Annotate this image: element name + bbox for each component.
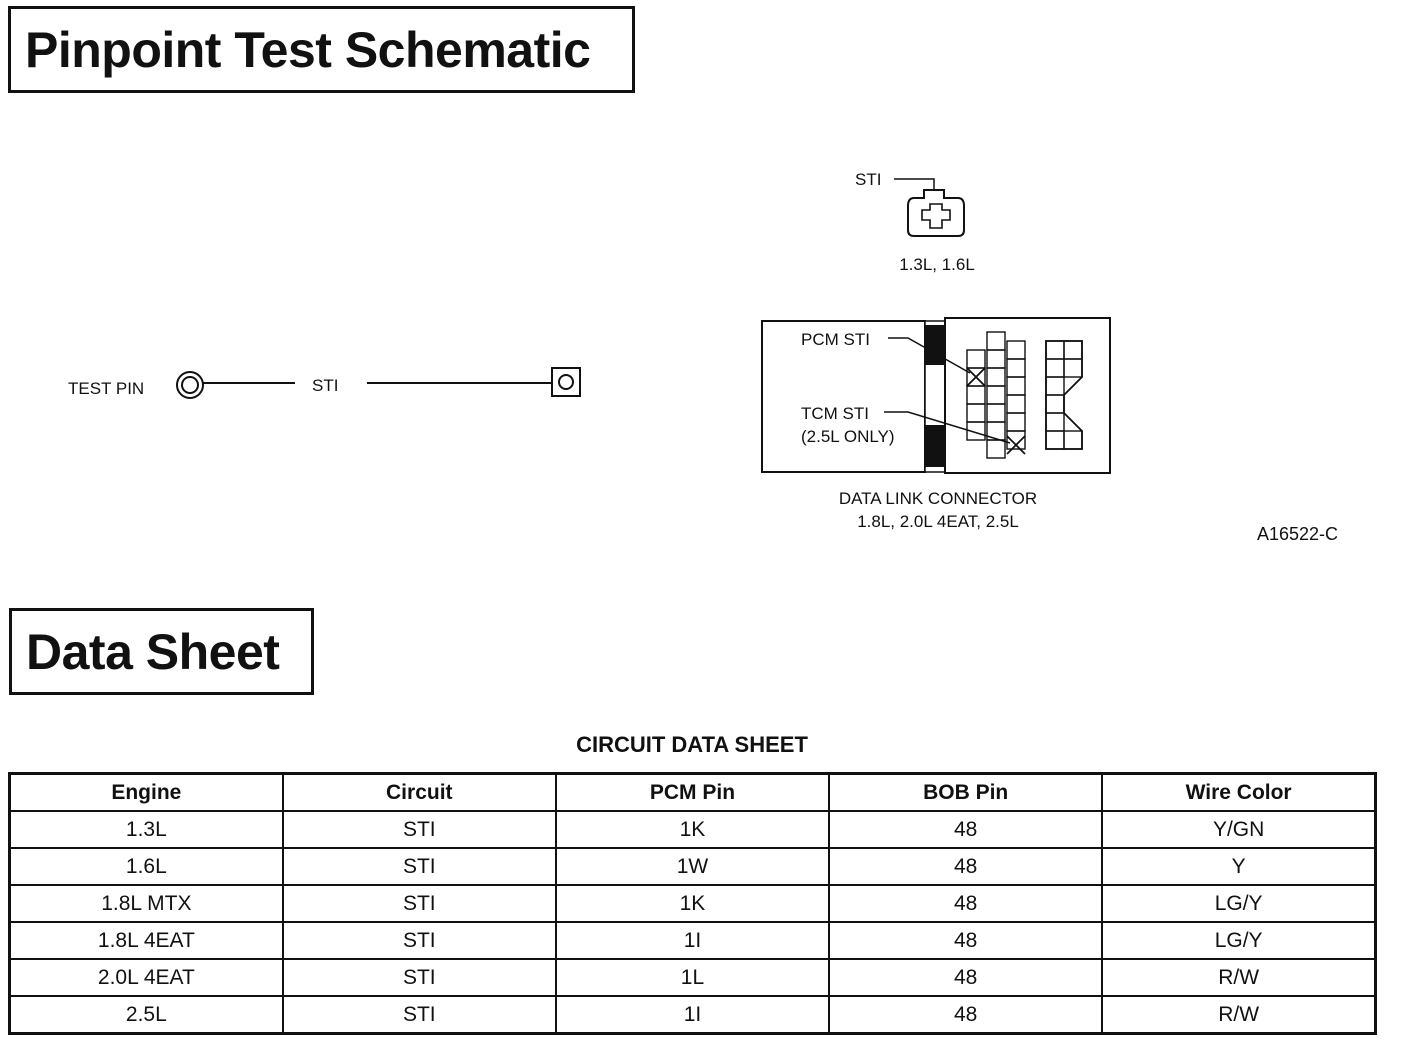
cell-bob-pin: 48 — [829, 811, 1102, 848]
dlc-pin-cell — [1007, 359, 1025, 377]
pcm-sti-pin-marker — [967, 368, 985, 386]
dlc-pin-cell — [1046, 431, 1064, 449]
dlc-pin-cell — [1064, 341, 1082, 359]
dlc-pin-cell — [967, 350, 985, 368]
dlc-pin-cell — [1046, 359, 1064, 377]
tcm-sti-pin-marker — [1007, 436, 1025, 454]
tcm-sti-label: TCM STI — [801, 404, 869, 423]
schematic-title-text: Pinpoint Test Schematic — [25, 21, 591, 78]
cell-pcm-pin: 1I — [556, 996, 829, 1034]
dlc-pin-cell — [1046, 377, 1064, 395]
table-row — [10, 848, 1376, 885]
data-sheet-title — [9, 608, 314, 695]
header-circuit: Circuit — [283, 774, 556, 812]
dlc-pin-cell — [1007, 341, 1025, 359]
dlc-pin-cell — [987, 404, 1005, 422]
cell-pcm-pin: 1K — [556, 885, 829, 922]
dlc-pin-cell — [987, 332, 1005, 350]
figure-id: A16522-C — [1256, 524, 1338, 544]
table-row — [10, 811, 1376, 848]
sti-connector-icon — [908, 190, 964, 236]
header-engine: Engine — [10, 774, 283, 812]
cell-engine: 1.8L MTX — [10, 885, 283, 922]
cell-wire-color: LG/Y — [1102, 885, 1375, 922]
sti-connector-leader — [894, 179, 934, 190]
cell-bob-pin: 48 — [829, 996, 1102, 1034]
cell-pcm-pin: 1K — [556, 811, 829, 848]
cell-circuit: STI — [283, 922, 556, 959]
cell-bob-pin: 48 — [829, 885, 1102, 922]
dlc-label: DATA LINK CONNECTOR — [838, 489, 1038, 508]
sti-connector-label: STI — [855, 170, 882, 189]
dlc-pin-cell — [1064, 431, 1082, 449]
table-row — [10, 922, 1376, 959]
cell-wire-color: Y — [1102, 848, 1375, 885]
pcm-sti-label: PCM STI — [801, 330, 870, 349]
dlc-pin-cell — [1046, 395, 1064, 413]
cell-engine: 2.5L — [10, 996, 283, 1034]
tcm-sti-leader — [884, 412, 1010, 443]
table-header-row — [10, 774, 1376, 812]
cell-wire-color: R/W — [1102, 959, 1375, 996]
table-row — [10, 996, 1376, 1034]
dlc-pin-grid-right — [1046, 341, 1082, 449]
sti-connector-engines: 1.3L, 1.6L — [899, 255, 975, 274]
dlc-pin-cell — [967, 404, 985, 422]
cell-bob-pin: 48 — [829, 959, 1102, 996]
cell-engine: 1.8L 4EAT — [10, 922, 283, 959]
dlc-pin-cell — [1007, 377, 1025, 395]
cell-wire-color: LG/Y — [1102, 922, 1375, 959]
tcm-sti-note: (2.5L ONLY) — [801, 427, 895, 446]
dlc-pin-cell — [1064, 359, 1082, 377]
dlc-pin-cell — [967, 386, 985, 404]
circuit-data-table — [8, 772, 1377, 1035]
dlc-pin-cell — [1046, 413, 1064, 431]
dlc-engines: 1.8L, 2.0L 4EAT, 2.5L — [857, 512, 1019, 531]
header-wire-color: Wire Color — [1102, 774, 1375, 812]
cell-circuit: STI — [283, 848, 556, 885]
dlc-pin-cell — [1007, 413, 1025, 431]
dlc-pin-cell — [987, 386, 1005, 404]
table-row — [10, 885, 1376, 922]
dlc-pin-cell — [1007, 431, 1025, 449]
wire-sti-label: STI — [312, 376, 339, 395]
cell-engine: 1.3L — [10, 811, 283, 848]
dlc-pin-cell — [1007, 395, 1025, 413]
table-row — [10, 959, 1376, 996]
cell-pcm-pin: 1I — [556, 922, 829, 959]
cell-engine: 1.6L — [10, 848, 283, 885]
dlc-pin-cell — [987, 368, 1005, 386]
data-sheet-title-text: Data Sheet — [26, 623, 280, 680]
cell-bob-pin: 48 — [829, 922, 1102, 959]
cell-circuit: STI — [283, 959, 556, 996]
cell-pcm-pin: 1L — [556, 959, 829, 996]
cell-wire-color: R/W — [1102, 996, 1375, 1034]
dlc-pin-cell — [987, 440, 1005, 458]
cell-pcm-pin: 1W — [556, 848, 829, 885]
test-pin-label: TEST PIN — [68, 379, 145, 398]
header-bob-pin: BOB Pin — [829, 774, 1102, 812]
dlc-pin-cell — [987, 350, 1005, 368]
schematic-title — [8, 6, 635, 93]
header-pcm-pin: PCM Pin — [556, 774, 829, 812]
cell-circuit: STI — [283, 996, 556, 1034]
test-pin-icon — [177, 372, 203, 398]
terminal-icon — [552, 368, 580, 396]
cell-bob-pin: 48 — [829, 848, 1102, 885]
schematic-diagram — [0, 100, 1408, 560]
cell-circuit: STI — [283, 811, 556, 848]
cell-circuit: STI — [283, 885, 556, 922]
table-caption: CIRCUIT DATA SHEET — [576, 732, 808, 757]
dlc-pin-cell — [1046, 341, 1064, 359]
cell-wire-color: Y/GN — [1102, 811, 1375, 848]
cell-engine: 2.0L 4EAT — [10, 959, 283, 996]
